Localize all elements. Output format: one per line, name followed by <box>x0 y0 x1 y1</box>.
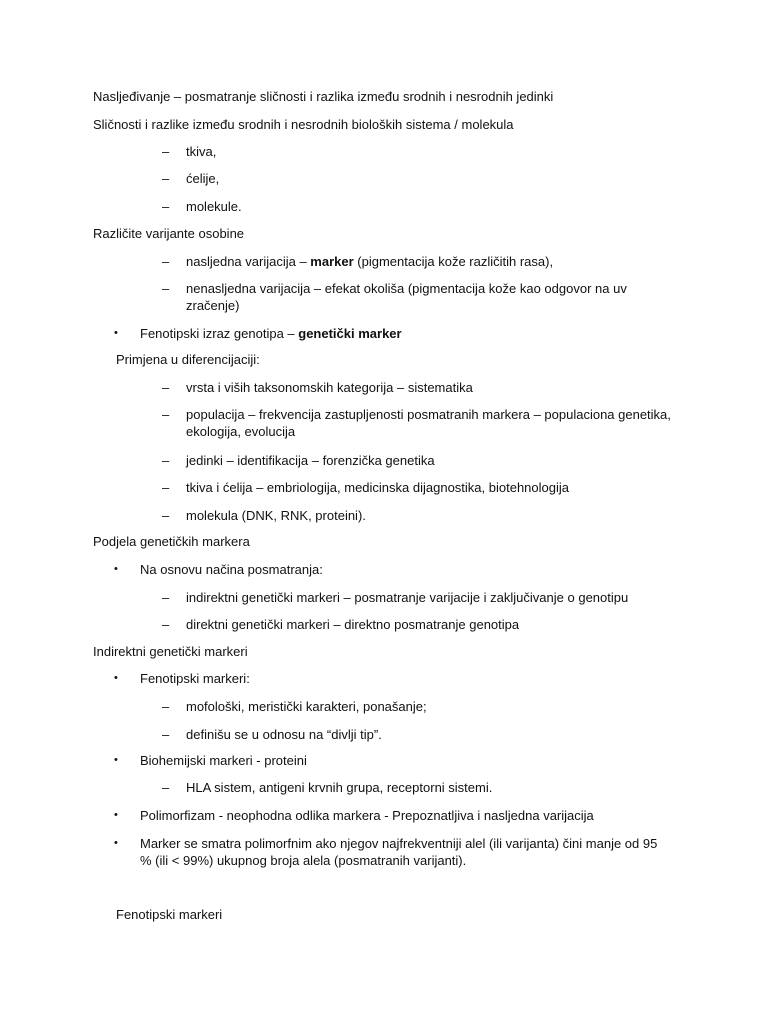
text-span: (pigmentacija kože različitih rasa), <box>353 254 554 269</box>
dash-marker: – <box>162 780 170 795</box>
dash-marker: – <box>162 699 170 714</box>
bullet-marker: • <box>114 809 118 821</box>
bullet-marker: • <box>114 754 118 766</box>
section-heading: Fenotipski markeri <box>116 907 223 922</box>
dash-marker: – <box>162 617 170 632</box>
text-span: Fenotipski izraz genotipa – <box>140 326 299 341</box>
dash-marker: – <box>162 380 170 395</box>
text-line: Različite varijante osobine <box>93 226 245 241</box>
text-line: Podjela genetičkih markera <box>93 534 250 549</box>
list-item: tkiva, <box>186 144 217 159</box>
list-item: ćelije, <box>186 171 220 186</box>
bullet-item-continuation: % (ili < 99%) ukupnog broja alela (posmatranih varijanti). <box>140 853 467 868</box>
bold-term: genetički marker <box>298 326 402 341</box>
dash-marker: – <box>162 144 170 159</box>
bullet-item: Biohemijski markeri - proteini <box>140 753 307 768</box>
list-item: HLA sistem, antigeni krvnih grupa, receptorni sistemi. <box>186 780 493 795</box>
bullet-item: Na osnovu načina posmatranja: <box>140 562 323 577</box>
dash-marker: – <box>162 727 170 742</box>
bullet-marker: • <box>114 672 118 684</box>
text-line: Nasljeđivanje – posmatranje sličnosti i razlika između srodnih i nesrodnih jedinki <box>93 89 554 104</box>
bullet-item: Polimorfizam - neophodna odlika markera - Prepoznatljiva i nasljedna varijacija <box>140 808 594 823</box>
bullet-item: Marker se smatra polimorfnim ako njegov najfrekventniji alel (ili varijanta) čini manje od 95 <box>140 836 658 851</box>
list-item: vrsta i viših taksonomskih kategorija – sistematika <box>186 380 473 395</box>
list-item: tkiva i ćelija – embriologija, medicinska dijagnostika, biotehnologija <box>186 480 569 495</box>
dash-marker: – <box>162 407 170 422</box>
bullet-marker: • <box>114 563 118 575</box>
dash-marker: – <box>162 508 170 523</box>
bullet-item: Fenotipski markeri: <box>140 671 250 686</box>
list-item: jedinki – identifikacija – forenzička genetika <box>186 453 435 468</box>
text-span: nasljedna varijacija – <box>186 254 311 269</box>
list-item: direktni genetički markeri – direktno posmatranje genotipa <box>186 617 520 632</box>
bullet-item <box>140 325 402 342</box>
list-item: populacija – frekvencija zastupljenosti posmatranih markera – populaciona genetika, <box>186 407 671 422</box>
text-line: Sličnosti i razlike između srodnih i nesrodnih bioloških sistema / molekula <box>93 117 514 132</box>
list-item: indirektni genetički markeri – posmatranje varijacije i zaključivanje o genotipu <box>186 590 629 605</box>
dash-marker: – <box>162 199 170 214</box>
bold-term: marker <box>310 254 354 269</box>
dash-marker: – <box>162 171 170 186</box>
list-item <box>186 253 553 270</box>
text-line: Indirektni genetički markeri <box>93 644 248 659</box>
dash-marker: – <box>162 281 170 296</box>
dash-marker: – <box>162 480 170 495</box>
dash-marker: – <box>162 453 170 468</box>
list-item: definišu se u odnosu na “divlji tip”. <box>186 727 382 742</box>
text-line: Primjena u diferencijaciji: <box>116 352 260 367</box>
bullet-marker: • <box>114 327 118 339</box>
list-item: nenasljedna varijacija – efekat okoliša (pigmentacija kože kao odgovor na uv <box>186 281 627 296</box>
bullet-marker: • <box>114 837 118 849</box>
dash-marker: – <box>162 254 170 269</box>
list-item-continuation: ekologija, evolucija <box>186 424 296 439</box>
list-item: molekule. <box>186 199 242 214</box>
dash-marker: – <box>162 590 170 605</box>
list-item-continuation: zračenje) <box>186 298 240 313</box>
list-item: molekula (DNK, RNK, proteini). <box>186 508 366 523</box>
list-item: mofološki, meristički karakteri, ponašanje; <box>186 699 427 714</box>
